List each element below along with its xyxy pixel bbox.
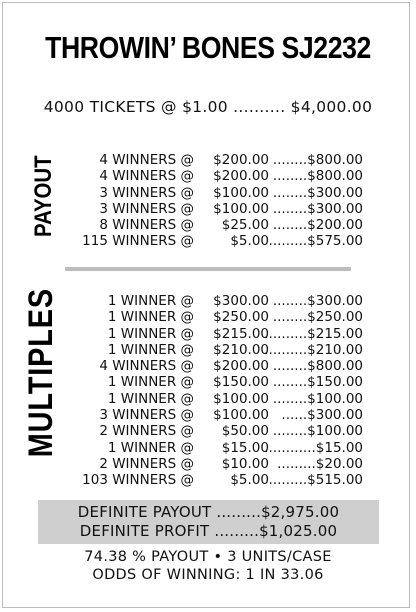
prize-amount: $100.00 [213,184,269,201]
prize-amount: $10.00 [221,455,269,472]
prize-total: .........$575.00 [268,233,363,250]
winner-count: 4 WINNERS @ [99,358,194,375]
payout-percentage-line: 74.38 % PAYOUT • 3 UNITS/CASE [84,549,332,565]
prize-total: .........$515.00 [268,472,363,489]
prize-row [0,391,416,407]
prize-row [0,374,416,390]
prize-amount: $300.00 [213,293,269,309]
prize-total: ........$800.00 [272,168,363,185]
prize-total: ........$250.00 [272,309,363,326]
prize-amount: $100.00 [213,407,269,424]
winner-count: 2 WINNERS @ [99,455,194,472]
prize-row [0,217,416,233]
prize-total: ........$150.00 [272,374,363,391]
winner-count: 1 WINNER @ [107,439,194,456]
prize-row [0,358,416,374]
prize-amount: $200.00 [213,168,269,185]
winner-count: 1 WINNER @ [107,390,194,407]
prize-amount: $200.00 [213,152,269,168]
prize-row [0,152,416,168]
prize-total: ..........$215.00 [264,325,363,342]
definite-summary-box [38,500,379,544]
payout-section-label: PAYOUT [30,155,57,237]
prize-row [0,309,416,325]
prize-amount: $25.00 [221,217,269,234]
multiples-table [0,287,416,489]
prize-total: ........$300.00 [272,184,363,201]
section-divider [65,267,351,271]
winner-count: 8 WINNERS @ [99,217,194,234]
prize-amount: $5.00 [230,472,269,489]
prize-total: .........$20.00 [277,455,363,472]
prize-total: ............$15.00 [264,439,363,456]
prize-total: ........$800.00 [272,152,363,168]
prize-row [0,440,416,456]
prize-row [0,472,416,488]
odds-line: ODDS OF WINNING: 1 IN 33.06 [92,567,324,583]
winner-count: 1 WINNER @ [107,325,194,342]
prize-amount: $200.00 [213,358,269,375]
prize-row [0,185,416,201]
definite-profit: DEFINITE PROFIT .........$1,025.00 [79,522,338,540]
payout-table [0,152,416,250]
winner-count: 115 WINNERS @ [82,233,194,250]
prize-row [0,201,416,217]
prize-row [0,407,416,423]
prize-total: ........$800.00 [272,358,363,375]
multiples-section-label: MULTIPLES [22,287,60,458]
winner-count: 4 WINNERS @ [99,152,194,168]
prize-row [0,326,416,342]
prize-amount: $50.00 [221,423,269,440]
winner-count: 103 WINNERS @ [82,472,194,489]
prize-amount: $100.00 [213,200,269,217]
winner-count: 2 WINNERS @ [99,423,194,440]
prize-row [0,456,416,472]
prize-total: ........$300.00 [272,293,363,309]
prize-total: ......$300.00 [281,407,363,424]
prize-total: ........$300.00 [272,200,363,217]
winner-count: 1 WINNER @ [107,341,194,358]
prize-amount: $15.00 [221,439,269,456]
prize-amount: $150.00 [213,374,269,391]
winner-count: 1 WINNER @ [107,309,194,326]
prize-row [0,423,416,439]
prize-row [0,342,416,358]
winner-count: 3 WINNERS @ [99,200,194,217]
prize-row [0,293,416,309]
prize-amount: $215.00 [213,325,269,342]
prize-total: ..........$210.00 [264,341,363,358]
prize-amount: $100.00 [213,390,269,407]
prize-amount: $210.00 [213,341,269,358]
prize-amount: $250.00 [213,309,269,326]
winner-count: 1 WINNER @ [107,293,194,309]
game-title: THROWIN’ BONES SJ2232 [45,30,371,65]
prize-total: ........$100.00 [272,423,363,440]
winner-count: 4 WINNERS @ [99,168,194,185]
winner-count: 3 WINNERS @ [99,407,194,424]
prize-total: ........$200.00 [272,217,363,234]
prize-row [0,233,416,249]
definite-payout: DEFINITE PAYOUT .........$2,975.00 [77,503,340,521]
prize-amount: $5.00 [230,233,269,250]
tickets-line: 4000 TICKETS @ $1.00 .......... $4,000.00 [43,98,373,116]
prize-total: ........$100.00 [272,390,363,407]
winner-count: 1 WINNER @ [107,374,194,391]
winner-count: 3 WINNERS @ [99,184,194,201]
prize-row [0,168,416,184]
